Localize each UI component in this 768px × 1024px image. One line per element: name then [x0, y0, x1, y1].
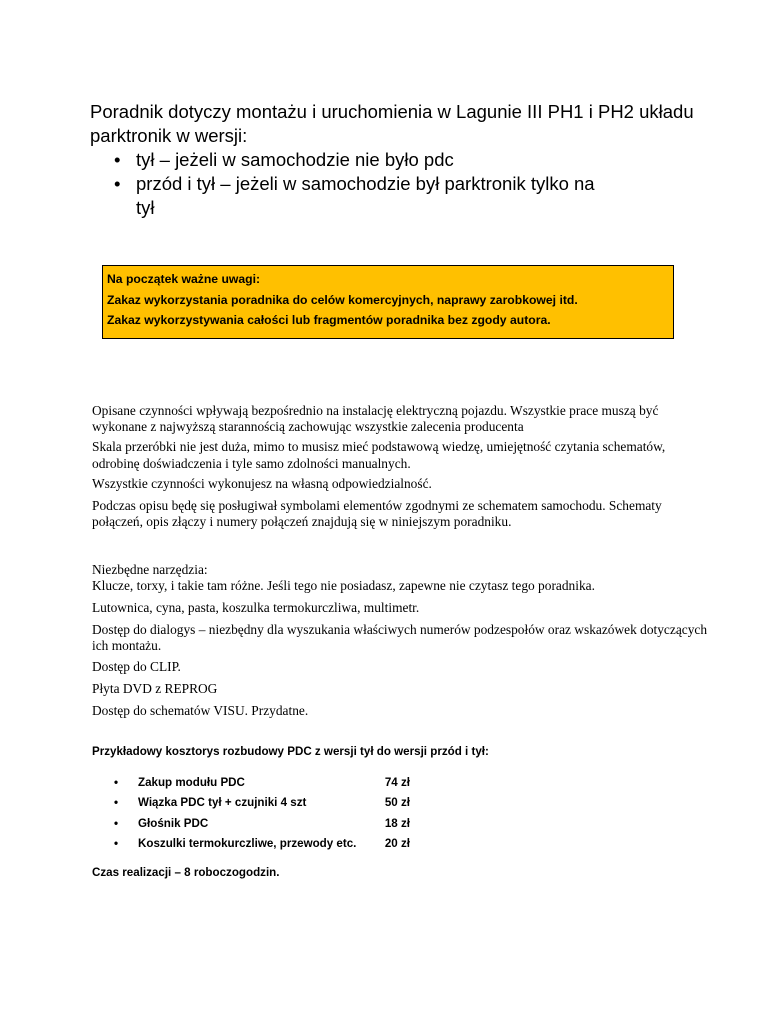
notes-item — [92, 439, 712, 471]
bullet-icon: • — [114, 816, 119, 830]
notes-item-text: Podczas opisu będę się posługiwał symbolami elementów zgodnymi ze schematem samochodu. Schematy połączeń, opis złączy i numery połączeń znajdują się w niniejszym poradniku. — [92, 497, 662, 529]
bullet-icon: • — [114, 836, 119, 850]
notes-item — [92, 476, 712, 493]
tools-item — [92, 703, 712, 720]
cost-item-price: 20 zł — [384, 836, 410, 850]
bullet-icon: • — [114, 173, 121, 194]
warning-line: Zakaz wykorzystywania całości lub fragmentów poradnika bez zgody autora. — [107, 313, 551, 327]
intro-bullet-text: przód i tył – jeżeli w samochodzie był parktronik tylko na tył — [136, 173, 595, 218]
tools-item — [92, 622, 712, 654]
notes-section — [92, 403, 712, 530]
cost-row — [92, 834, 452, 854]
bullet-icon: • — [114, 796, 119, 810]
tools-item — [92, 578, 712, 595]
cost-row — [92, 814, 452, 834]
intro-bullet-item — [90, 148, 606, 172]
intro-bullet-list — [90, 148, 710, 220]
intro-lead: Poradnik dotyczy montażu i uruchomienia w Lagunie III PH1 i PH2 układu parktronik w wersji: — [90, 101, 694, 146]
tools-item-text: Dostęp do CLIP. — [92, 659, 181, 674]
warning-line: Zakaz wykorzystania poradnika do celów komercyjnych, naprawy zarobkowej itd. — [107, 292, 578, 307]
realization-time: Czas realizacji – 8 roboczogodzin. — [92, 866, 280, 879]
tools-item-text: Płyta DVD z REPROG — [92, 681, 218, 696]
notes-item-text: Skala przeróbki nie jest duża, mimo to musisz mieć podstawową wiedzę, umiejętność czytania schematów, odrobinę doświadczenia i tyle samo zdolności manualnych. — [92, 439, 666, 471]
cost-row — [92, 793, 452, 813]
notes-paragraph: Opisane czynności wpływają bezpośrednio na instalację elektryczną pojazdu. Wszystkie prace muszą być wykonane z najwyższą starannością zachowując wszystkie zalecenia producenta — [92, 403, 659, 434]
warning-box — [102, 265, 674, 339]
cost-row — [92, 773, 452, 793]
tools-item — [92, 659, 712, 676]
tools-item — [92, 681, 712, 698]
tools-item-text: Klucze, torxy, i takie tam różne. Jeśli tego nie posiadasz, zapewne nie czytasz tego poradnika. — [92, 577, 595, 593]
intro-bullet-text: tył – jeżeli w samochodzie nie było pdc — [136, 149, 454, 170]
cost-item-price: 50 zł — [384, 796, 410, 810]
cost-item-name: Głośnik PDC — [138, 816, 209, 830]
tools-item-text: Dostęp do dialogys – niezbędny dla wyszukania właściwych numerów podzespołów oraz wskazówek dotyczących ich montażu. — [92, 621, 708, 653]
tools-item — [92, 600, 712, 617]
tools-item-text: Dostęp do schematów VISU. Przydatne. — [92, 703, 309, 718]
cost-title: Przykładowy kosztorys rozbudowy PDC z wersji tył do wersji przód i tył: — [92, 745, 489, 758]
tools-item-text: Lutownica, cyna, pasta, koszulka termokurczliwa, multimetr. — [92, 599, 420, 615]
cost-item-price: 18 zł — [384, 816, 410, 830]
bullet-icon: • — [114, 776, 119, 789]
cost-item-name: Wiązka PDC tył + czujniki 4 szt — [138, 796, 307, 810]
notes-item — [92, 498, 712, 530]
intro-bullet-item — [90, 172, 606, 220]
intro-section — [90, 100, 710, 220]
tools-section — [92, 562, 712, 720]
cost-list — [92, 773, 452, 854]
cost-item-price: 74 zł — [384, 776, 410, 789]
tools-heading: Niezbędne narzędzia: — [92, 562, 208, 577]
bullet-icon: • — [114, 149, 121, 170]
cost-item-name: Zakup modułu PDC — [138, 776, 245, 789]
warning-heading: Na początek ważne uwagi: — [107, 272, 261, 286]
notes-item-text: Wszystkie czynności wykonujesz na własną odpowiedzialność. — [92, 476, 432, 491]
cost-item-name: Koszulki termokurczliwe, przewody etc. — [138, 836, 357, 850]
